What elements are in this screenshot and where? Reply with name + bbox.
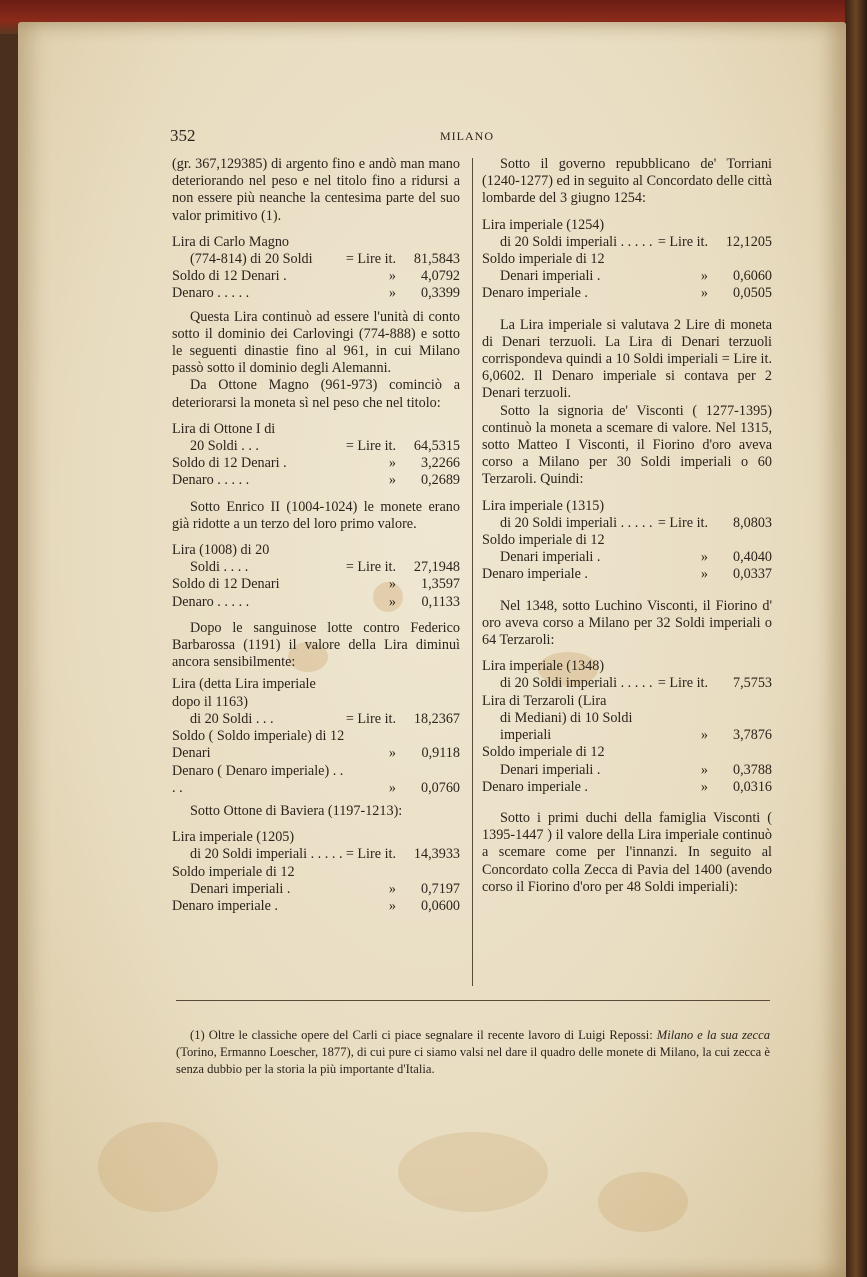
equivalence: » bbox=[388, 593, 396, 610]
table-row bbox=[172, 542, 460, 559]
table-row bbox=[482, 675, 772, 692]
equivalence: » bbox=[388, 285, 396, 302]
coin-value: 1,3597 bbox=[420, 576, 460, 593]
coin-value bbox=[710, 217, 772, 234]
coin-value bbox=[710, 532, 772, 549]
equivalence: » bbox=[700, 761, 708, 778]
coin-name: Lira imperiale (1315) bbox=[482, 497, 605, 514]
coin-value bbox=[710, 251, 772, 268]
coin-name: di Mediani) di 10 Soldi imperiali bbox=[500, 709, 633, 744]
equivalence bbox=[658, 658, 710, 675]
coin-value: 3,7876 bbox=[732, 727, 772, 744]
equivalence bbox=[657, 498, 710, 515]
table-row bbox=[482, 779, 772, 796]
coin-name: Lira imperiale (1205) bbox=[172, 829, 295, 846]
coin-value: 18,2367 bbox=[413, 710, 460, 727]
left-column bbox=[172, 156, 460, 915]
coin-value: 0,3399 bbox=[420, 285, 460, 302]
coin-value: 3,2266 bbox=[420, 455, 460, 472]
coin-value: 0,0337 bbox=[732, 566, 772, 583]
equivalence: » bbox=[388, 897, 396, 914]
table-row bbox=[172, 881, 460, 898]
paragraph: Sotto i primi duchi della famiglia Visconti ( 1395-1447 ) il valore della Lira imperiale continuò a scemare come per l'innanzi. In seguito al Concordato colla Zecca di Pavia del 1400 (avendo corso il Fiorino d'oro per 48 Soldi imperiali): bbox=[482, 809, 772, 895]
equivalence: » bbox=[700, 727, 708, 744]
table-row bbox=[172, 763, 460, 797]
paper-stain bbox=[398, 1132, 548, 1212]
value-table bbox=[172, 234, 460, 303]
equivalence: = Lire it. bbox=[345, 710, 396, 727]
coin-name: (774-814) di 20 Soldi bbox=[190, 251, 313, 268]
table-row bbox=[482, 658, 772, 675]
equivalence bbox=[324, 542, 398, 559]
coin-name: Lira di Ottone I di bbox=[172, 420, 276, 437]
coin-name: Lira di Carlo Magno bbox=[172, 233, 290, 250]
coin-value: 0,0600 bbox=[420, 897, 460, 914]
paragraph: Sotto il governo repubblicano de' Torriani (1240-1277) ed in seguito al Concordato delle città lombarde del 3 giugno 1254: bbox=[482, 156, 772, 207]
coin-value: 8,0803 bbox=[732, 514, 772, 531]
equivalence: » bbox=[388, 576, 396, 593]
table-row bbox=[172, 421, 460, 438]
table-row bbox=[172, 251, 460, 268]
coin-name: di 20 Soldi imperiali . . . . . bbox=[500, 675, 653, 692]
coin-value bbox=[398, 676, 460, 710]
table-row bbox=[482, 549, 772, 566]
coin-name: Soldo imperiale di 12 bbox=[482, 251, 605, 268]
equivalence: = Lire it. bbox=[657, 514, 708, 531]
coin-value bbox=[398, 421, 460, 438]
table-row bbox=[172, 285, 460, 302]
value-table bbox=[482, 658, 772, 796]
value-table bbox=[172, 542, 460, 611]
coin-name: Denaro imperiale . bbox=[172, 897, 278, 914]
coin-name: Lira imperiale (1254) bbox=[482, 216, 605, 233]
coin-value: 0,9118 bbox=[421, 745, 460, 762]
coin-value bbox=[710, 693, 772, 710]
table-row bbox=[172, 846, 460, 863]
page-header bbox=[0, 126, 867, 146]
coin-name: Soldo ( Soldo imperiale) di 12 Denari bbox=[172, 728, 345, 762]
value-table bbox=[482, 498, 772, 584]
coin-name: Soldo di 12 Denari . bbox=[172, 455, 287, 472]
coin-value bbox=[710, 498, 772, 515]
equivalence bbox=[327, 421, 398, 438]
table-row bbox=[482, 515, 772, 532]
value-table bbox=[172, 421, 460, 490]
paragraph: Sotto Ottone di Baviera (1197-1213): bbox=[190, 802, 403, 819]
table-row bbox=[482, 744, 772, 761]
footnote-text: Oltre le classiche opere del Carli ci piace segnalare il recente lavoro di Luigi Repossi: bbox=[208, 1028, 653, 1042]
coin-value: 12,1205 bbox=[725, 233, 772, 250]
running-head: MILANO bbox=[440, 129, 494, 143]
table-row bbox=[172, 455, 460, 472]
coin-value bbox=[710, 658, 772, 675]
paragraph: Dopo le sanguinose lotte contro Federico Barbarossa (1191) il valore della Lira diminuì ancora sensibilmente: bbox=[172, 619, 460, 671]
coin-value: 0,0505 bbox=[732, 285, 772, 302]
coin-value: 0,1133 bbox=[421, 593, 460, 610]
coin-value bbox=[398, 542, 460, 559]
equivalence bbox=[658, 693, 710, 710]
coin-value: 0,0760 bbox=[420, 779, 460, 796]
value-table bbox=[172, 676, 460, 796]
coin-name: Soldi . . . . bbox=[190, 559, 249, 576]
table-row bbox=[172, 594, 460, 611]
paper-stain bbox=[598, 1172, 688, 1232]
paper-stain bbox=[98, 1122, 218, 1212]
coin-value: 64,5315 bbox=[413, 438, 460, 455]
coin-name: Lira (detta Lira imperiale dopo il 1163) bbox=[172, 676, 316, 710]
table-row bbox=[172, 472, 460, 489]
table-row bbox=[172, 559, 460, 576]
equivalence: = Lire it. bbox=[657, 675, 708, 692]
table-row bbox=[482, 498, 772, 515]
equivalence: » bbox=[388, 745, 396, 762]
coin-name: Denari imperiali . bbox=[500, 549, 601, 566]
equivalence bbox=[345, 864, 398, 881]
footnote-text: (Torino, Ermanno Loescher, 1877), di cui pure ci siamo valsi nel dare il quadro delle monete di Milano, la cui zecca è senza dubbio per la storia la più importante d'Italia. bbox=[176, 1045, 770, 1076]
equivalence bbox=[657, 217, 710, 234]
table-row bbox=[482, 762, 772, 779]
equivalence: = Lire it. bbox=[345, 251, 396, 268]
equivalence: » bbox=[700, 566, 708, 583]
coin-name: di 20 Soldi imperiali . . . . . bbox=[500, 514, 653, 531]
table-row bbox=[172, 234, 460, 251]
paragraph: Sotto la signoria de' Visconti ( 1277-1395) continuò la moneta a scemare di valore. Nel 1315, sotto Matteo I Visconti, il Fiorino d'oro aveva corso a Milano per 30 Soldi imperiali o 60 Terzaroli. Quindi: bbox=[482, 402, 772, 488]
paragraph: Questa Lira continuò ad essere l'unità di conto sotto il dominio dei Carlovingi (774-888) e sotto le seguenti dinastie fino al 961, in cui Milano passò sotto il dominio degli Alemanni. bbox=[172, 308, 460, 377]
equivalence: » bbox=[700, 778, 708, 795]
coin-name: Soldo di 12 Denari bbox=[172, 576, 280, 593]
equivalence bbox=[345, 829, 398, 846]
column-divider bbox=[472, 158, 473, 986]
coin-name: Denaro imperiale . bbox=[482, 778, 588, 795]
table-row bbox=[482, 566, 772, 583]
footnote-rule bbox=[176, 1000, 770, 1001]
value-table bbox=[482, 217, 772, 303]
coin-value: 7,5753 bbox=[732, 675, 772, 692]
coin-name: Denari imperiali . bbox=[500, 268, 601, 285]
coin-value: 0,6060 bbox=[732, 268, 772, 285]
equivalence: » bbox=[388, 268, 396, 285]
footnote bbox=[176, 1027, 770, 1078]
coin-value: 0,0316 bbox=[732, 778, 772, 795]
equivalence: = Lire it. bbox=[345, 559, 396, 576]
coin-name: Lira imperiale (1348) bbox=[482, 658, 605, 675]
coin-name: Denaro . . . . . bbox=[172, 472, 250, 489]
coin-name: di 20 Soldi imperiali . . . . . bbox=[500, 233, 653, 250]
coin-name: Soldo di 12 Denari . bbox=[172, 268, 287, 285]
coin-value bbox=[398, 234, 460, 251]
coin-name: Lira di Terzaroli (Lira bbox=[482, 692, 607, 709]
equivalence: » bbox=[388, 455, 396, 472]
coin-value: 27,1948 bbox=[413, 559, 460, 576]
coin-name: Denaro . . . . . bbox=[172, 593, 250, 610]
equivalence bbox=[346, 676, 398, 710]
coin-name: di 20 Soldi . . . bbox=[190, 710, 274, 727]
coin-name: Soldo imperiale di 12 bbox=[482, 744, 605, 761]
equivalence: » bbox=[388, 472, 396, 489]
coin-name: Denaro imperiale . bbox=[482, 566, 588, 583]
coin-value bbox=[398, 864, 460, 881]
coin-value: 0,4040 bbox=[732, 549, 772, 566]
table-row bbox=[172, 728, 460, 762]
coin-value bbox=[398, 829, 460, 846]
table-row bbox=[482, 234, 772, 251]
coin-name: Soldo imperiale di 12 bbox=[482, 532, 605, 549]
footnote-title: Milano e la sua zecca bbox=[656, 1028, 770, 1042]
table-row bbox=[172, 268, 460, 285]
book-spine bbox=[845, 0, 867, 1277]
paragraph: Sotto Enrico II (1004-1024) le monete erano già ridotte a un terzo del loro primo valore. bbox=[172, 498, 460, 532]
equivalence bbox=[337, 234, 398, 251]
page-number: 352 bbox=[170, 126, 196, 145]
coin-name: Denaro imperiale . bbox=[482, 285, 588, 302]
paragraph: Da Ottone Magno (961-973) cominciò a deteriorarsi la moneta sì nel peso che nel titolo: bbox=[172, 377, 460, 411]
coin-name: Denari imperiali . bbox=[190, 880, 291, 897]
coin-value: 0,7197 bbox=[420, 880, 460, 897]
equivalence: » bbox=[700, 549, 708, 566]
paragraph: Nel 1348, sotto Luchino Visconti, il Fiorino d' oro aveva corso a Milano per 32 Soldi imperiali o 64 Terzaroli: bbox=[482, 597, 772, 649]
equivalence: = Lire it. bbox=[657, 233, 708, 250]
table-row bbox=[482, 693, 772, 710]
equivalence: » bbox=[388, 880, 396, 897]
coin-name: Denaro ( Denaro imperiale) . . . . bbox=[172, 762, 344, 796]
table-row bbox=[482, 268, 772, 285]
right-column bbox=[482, 156, 772, 896]
coin-value: 0,3788 bbox=[732, 761, 772, 778]
coin-name: Denaro . . . . . bbox=[172, 285, 250, 302]
equivalence: = Lire it. bbox=[345, 438, 396, 455]
coin-value: 0,2689 bbox=[420, 472, 460, 489]
coin-value: 81,5843 bbox=[413, 251, 460, 268]
table-row bbox=[482, 251, 772, 268]
coin-value: 4,0792 bbox=[420, 268, 460, 285]
coin-value bbox=[710, 744, 772, 761]
table-row bbox=[482, 710, 772, 744]
table-row bbox=[172, 898, 460, 915]
paragraph: La Lira imperiale si valutava 2 Lire di moneta di Denari terzuoli. La Lira di Denari terzuoli corrispondeva quindi a 10 Soldi imperiali = Lire it. 6,0602. Il Denaro imperiale si contava per 2 Denari terzuoli. bbox=[482, 316, 772, 402]
equivalence: » bbox=[700, 285, 708, 302]
coin-name: di 20 Soldi imperiali . . . . . bbox=[190, 846, 343, 863]
coin-name: 20 Soldi . . . bbox=[190, 438, 259, 455]
table-row bbox=[482, 285, 772, 302]
coin-name: Lira (1008) di 20 bbox=[172, 542, 270, 559]
paragraph: (gr. 367,129385) di argento fino e andò man mano deteriorando nel peso e nel titolo fino a ridursi a non essere più neanche la centesima parte del suo valor primitivo (1). bbox=[172, 156, 460, 224]
table-row bbox=[482, 532, 772, 549]
equivalence: » bbox=[388, 779, 396, 796]
table-row bbox=[172, 829, 460, 846]
table-row bbox=[482, 217, 772, 234]
equivalence: = Lire it. bbox=[345, 846, 396, 863]
coin-name: Soldo imperiale di 12 bbox=[172, 863, 295, 880]
table-row bbox=[172, 864, 460, 881]
table-row bbox=[172, 676, 460, 710]
equivalence bbox=[658, 744, 710, 761]
table-row bbox=[172, 438, 460, 455]
table-row bbox=[172, 711, 460, 728]
equivalence: » bbox=[700, 268, 708, 285]
equivalence bbox=[657, 251, 710, 268]
equivalence bbox=[657, 532, 710, 549]
coin-value: 14,3933 bbox=[413, 846, 460, 863]
value-table bbox=[172, 829, 460, 915]
coin-name: Denari imperiali . bbox=[500, 761, 601, 778]
table-row bbox=[172, 576, 460, 593]
footnote-marker: (1) bbox=[190, 1028, 205, 1042]
